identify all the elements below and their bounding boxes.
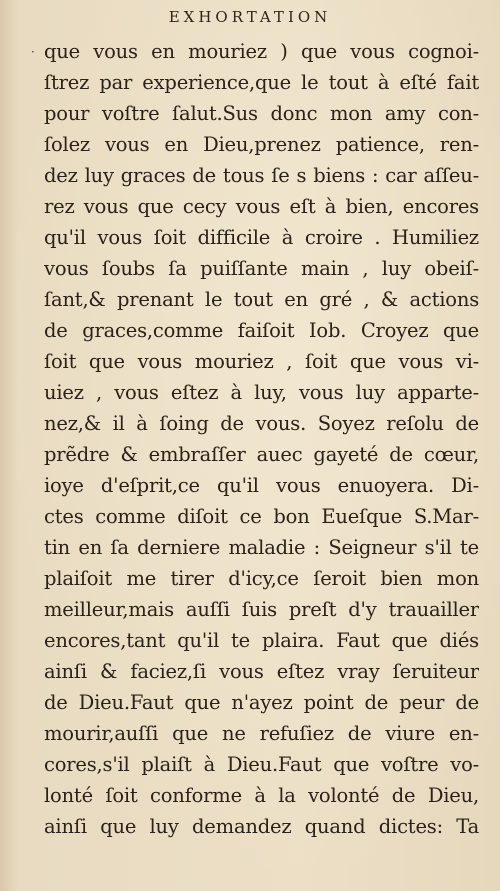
text-line: uiez , vous eſtez à luy, vous luy apparte- [44, 381, 479, 404]
text-line: encores,tant qu'il te plaira. Faut que diés [44, 629, 479, 652]
text-line: ainſi & faciez,ſi vous eſtez vray ſeruiteur [44, 660, 479, 683]
body-text [44, 36, 479, 842]
text-line: ioye d'eſprit,ce qu'il vous enuoyera. Di- [44, 474, 479, 497]
text-line: que vous en mouriez ) que vous cognoi- [44, 40, 479, 63]
text-line: cores,s'il plaiſt à Dieu.Faut que voſtre vo- [44, 753, 479, 776]
text-line: lonté ſoit conforme à la volonté de Dieu, [44, 784, 479, 807]
text-line: ctes comme diſoit ce bon Eueſque S.Mar- [44, 505, 479, 528]
margin-mark: · [31, 45, 35, 59]
text-line: de Dieu.Faut que n'ayez point de peur de [44, 691, 479, 714]
text-line: prẽdre & embraſſer auec gayeté de cœur, [44, 443, 479, 466]
text-line: vous ſoubs ſa puiſſante main , luy obeiſ- [44, 257, 479, 280]
text-line: plaiſoit me tirer d'icy,ce ſeroit bien mon [44, 567, 479, 590]
text-line: dez luy graces de tous ſe s biens : car aſſeu- [44, 164, 479, 187]
text-line: meilleur,mais auſſi ſuis preſt d'y trauailler [44, 598, 479, 621]
text-line: ſant,& prenant le tout en gré , & actions [44, 288, 479, 311]
text-line: ſolez vous en Dieu,prenez patience, ren- [44, 133, 479, 156]
text-line: ſtrez par experience,que le tout à eſté fait [44, 71, 479, 94]
text-line: pour voſtre ſalut.Sus donc mon amy con- [44, 102, 479, 125]
text-line: qu'il vous ſoit difficile à croire . Humiliez [44, 226, 479, 249]
running-head: EXHORTATION [168, 8, 332, 26]
text-line: tin en ſa derniere maladie : Seigneur s'il te [44, 536, 479, 559]
text-line: mourir,auſſi que ne refuſiez de viure en- [44, 722, 479, 745]
text-line: ſoit que vous mouriez , ſoit que vous vi- [44, 350, 479, 373]
text-line: de graces,comme faiſoit Iob. Croyez que [44, 319, 479, 342]
text-line: rez vous que cecy vous eſt à bien, encores [44, 195, 479, 218]
text-line: nez,& il à ſoing de vous. Soyez reſolu de [44, 412, 479, 435]
text-line: ainſi que luy demandez quand dictes: Ta [44, 815, 479, 838]
